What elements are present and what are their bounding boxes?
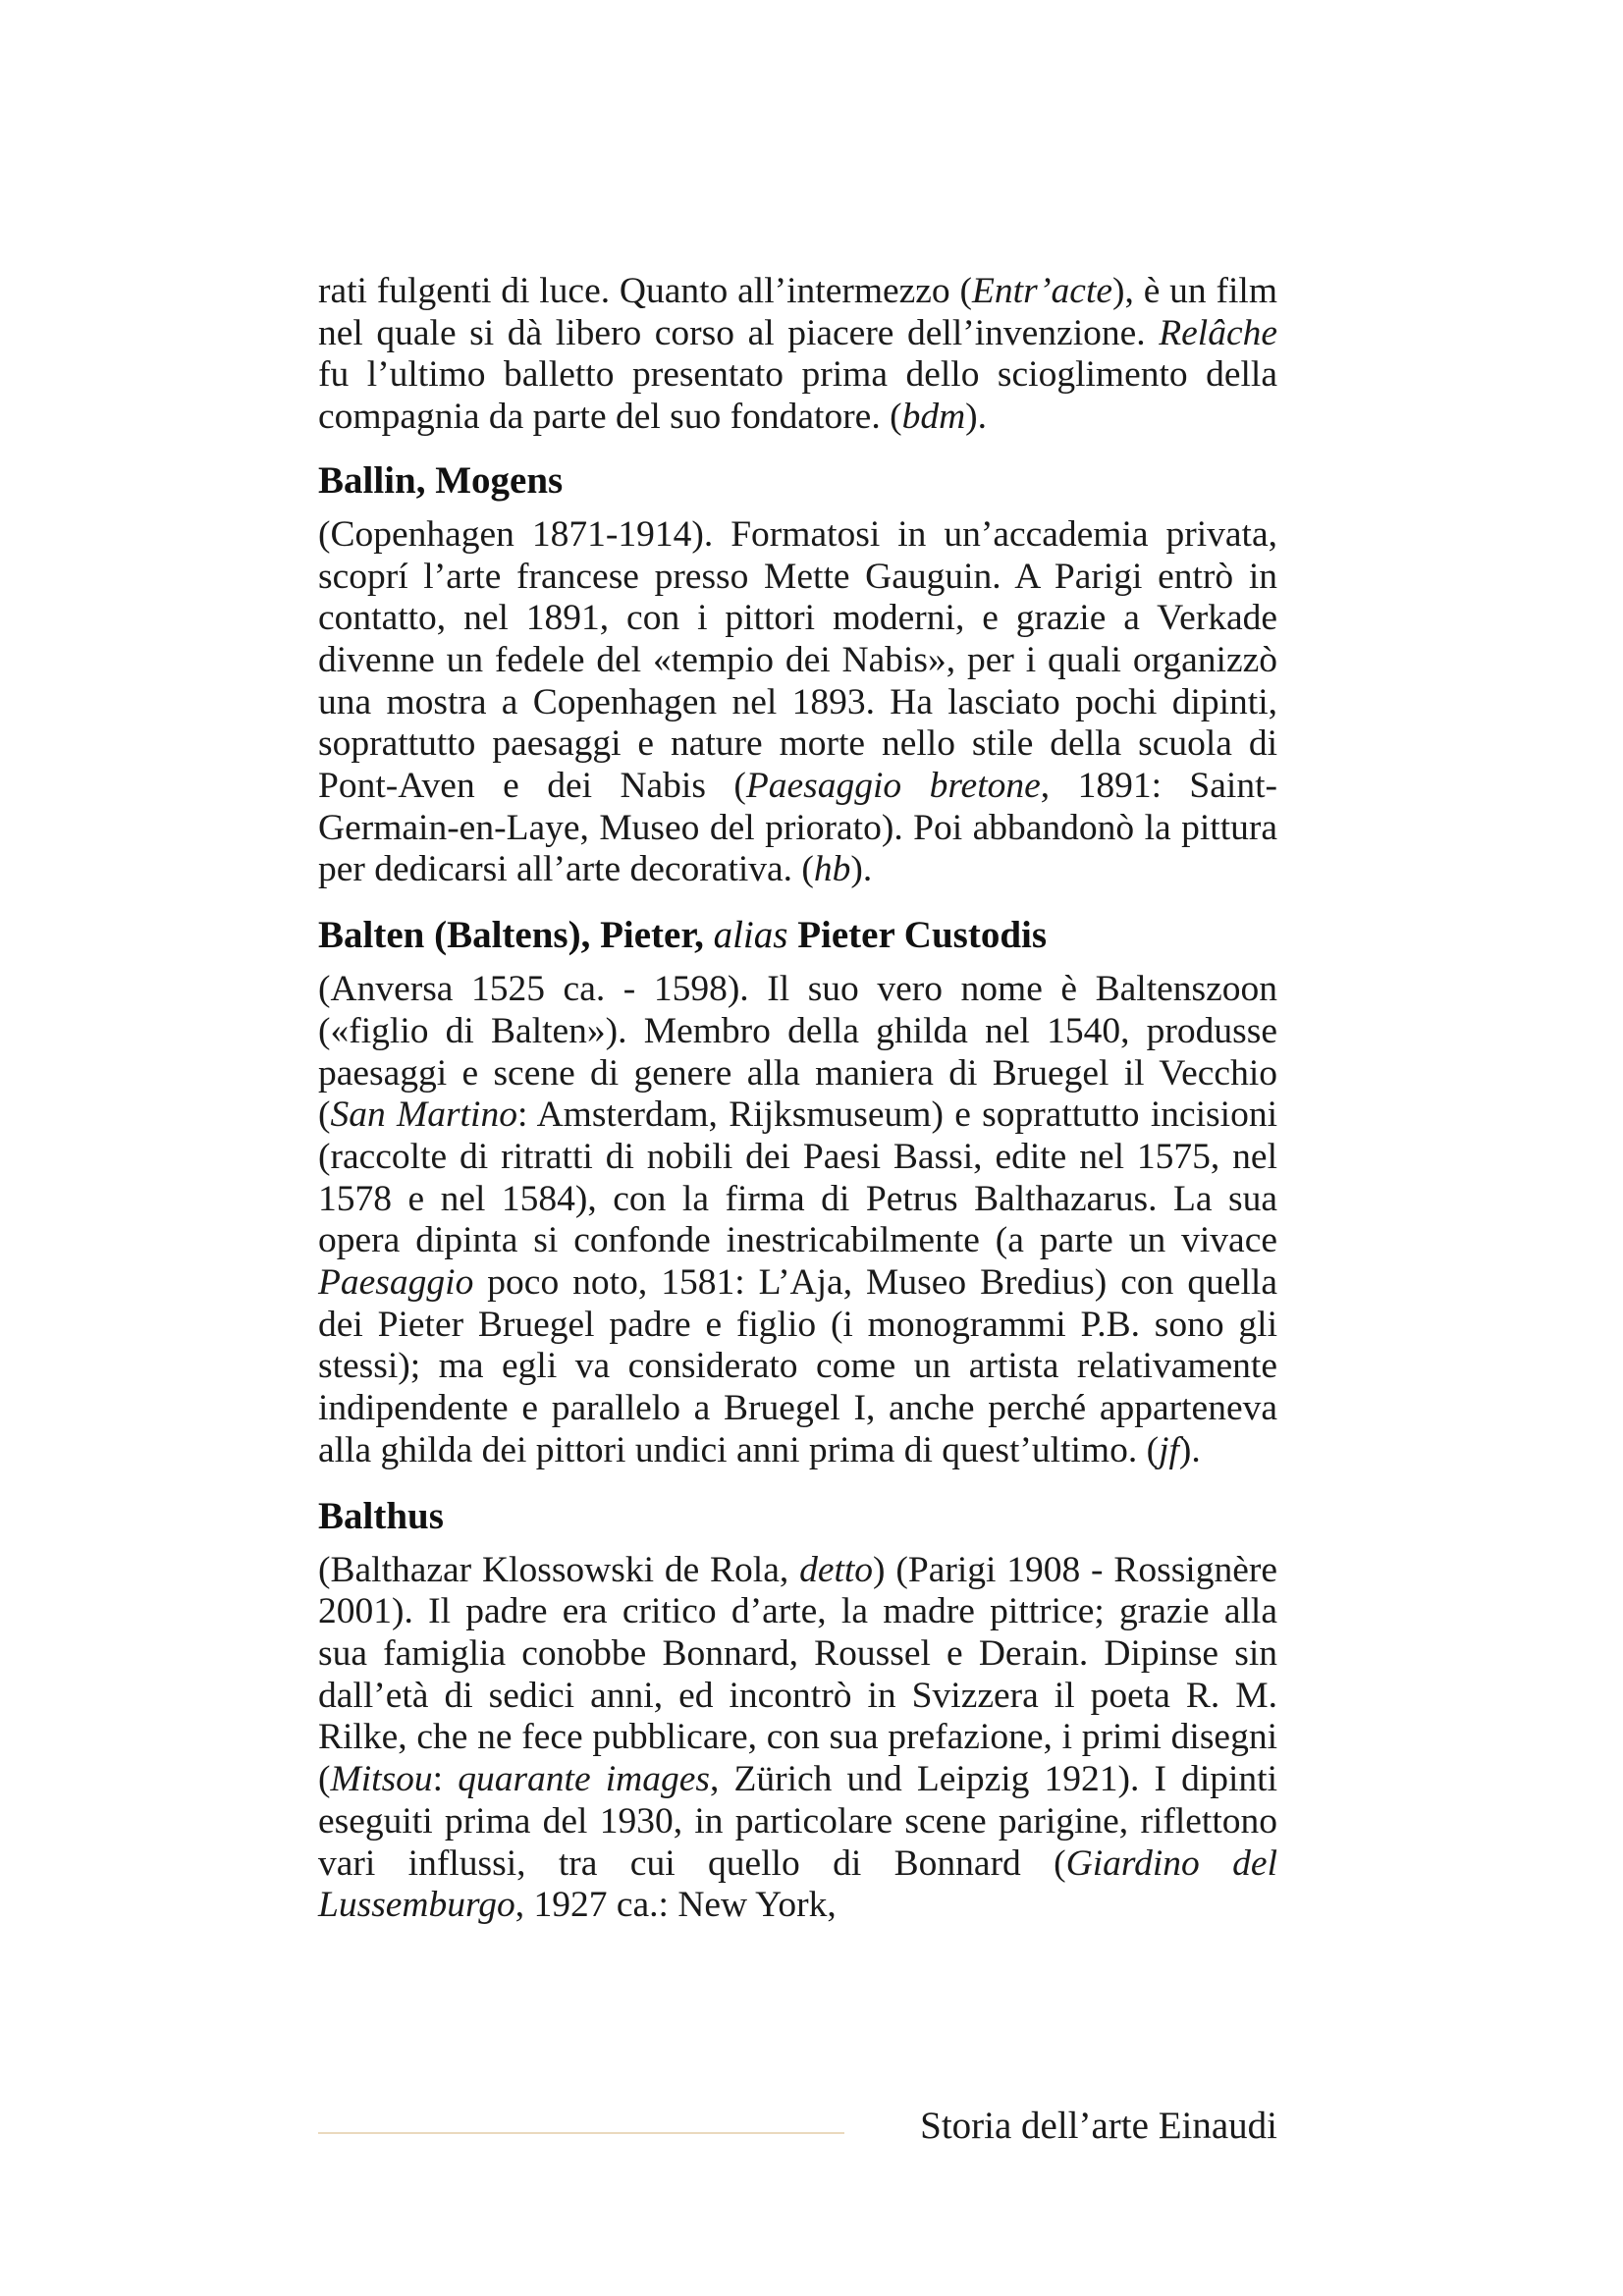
alias-label: alias — [713, 914, 788, 957]
italic-run: Giardino del Lussemburgo — [318, 1842, 1277, 1926]
text-run: Pieter Custodis — [787, 914, 1048, 957]
italic-run: Relâche — [1159, 312, 1277, 353]
italic-run: Entr’acte — [972, 271, 1113, 311]
italic-run: hb — [813, 849, 851, 890]
entry-body-ballin — [318, 514, 1277, 891]
text-run: fu l’ultimo balletto presentato prima dello scioglimento della compagnia da parte del suo fondatore. ( — [318, 354, 1277, 438]
italic-run: Mitsou — [330, 1759, 433, 1800]
text-run: Balthus — [318, 1494, 444, 1537]
text-run: (Anversa 1525 ca. - 1598). Il suo vero nome è Baltenszoon («figlio di Balten»). Membro della ghilda nel 1540, produsse paesaggi e scene di genere alla maniera di Bruegel il Vecchio ( — [318, 969, 1277, 1136]
text-run: ). — [1178, 1429, 1201, 1470]
entry-heading-balthus — [318, 1495, 1277, 1538]
italic-run: quarante images — [458, 1759, 710, 1800]
entry-body-balten — [318, 969, 1277, 1471]
text-run: ). — [850, 849, 873, 890]
italic-run: bdm — [901, 397, 966, 438]
text-run: poco noto, 1581: L’Aja, Museo Bredius) con quella dei Pieter Bruegel padre e figlio (i monogrammi P.B. sono gli stessi); ma egli va considerato come un artista relativamente indipendente e parallelo a Bruegel I, anche perché apparteneva alla ghilda dei pittori undici anni prima di quest’ultimo. ( — [318, 1262, 1277, 1470]
italic-run: jf — [1159, 1429, 1179, 1470]
text-run: , 1927 ca.: New York, — [514, 1885, 837, 1926]
entry-body-balthus — [318, 1550, 1277, 1927]
italic-run: detto — [799, 1549, 874, 1590]
text-run: (Copenhagen 1871-1914). Formatosi in un’accademia privata, scoprí l’arte francese presso Mette Gauguin. A Parigi entrò in contatto, nel 1891, con i pittori moderni, e grazie a Verkade divenne un fedele del «tempio dei Nabis», per i quali organizzò una mostra a Copenhagen nel 1893. Ha lasciato pochi dipinti, soprattutto paesaggi e nature morte nello stile della scuola di Pont-Aven e dei Nabis ( — [318, 513, 1277, 807]
text-run: (Balthazar Klossowski de Rola, — [318, 1549, 800, 1590]
text-run: ) (Parigi 1908 - Rossignère 2001). Il padre era critico d’arte, la madre pittrice; grazie alla sua famiglia conobbe Bonnard, Roussel e Derain. Dipinse sin dall’età di sedici anni, ed incontrò in Svizzera il poeta R. M. Rilke, che ne fece pubblicare, con sua prefazione, i primi disegni ( — [318, 1549, 1278, 1800]
text-run: : Amsterdam, Rijksmuseum) e soprattutto incisioni (raccolte di ritratti di nobili dei Paesi Bassi, edite nel 1575, nel 1578 e nel 1584), con la firma di Petrus Balthazarus. La sua opera dipinta si confonde inestricabilmente (a parte un vivace — [318, 1095, 1277, 1261]
entry-heading-ballin — [318, 459, 1277, 503]
text-run: , 1891: Saint-Germain-en-Laye, Museo del priorato). Poi abbandonò la pittura per dedicarsi all’arte decorativa. ( — [318, 766, 1277, 890]
footer-rule — [318, 2132, 844, 2134]
text-run: Balten (Baltens), Pieter, — [318, 914, 714, 957]
text-column — [318, 271, 1277, 1927]
continuation-paragraph — [318, 271, 1277, 439]
text-run: Ballin, Mogens — [318, 458, 564, 502]
footer-title: Storia dell’arte Einaudi — [920, 2105, 1277, 2147]
text-run: ), è un film nel quale si dà libero corso al piacere dell’invenzione. — [318, 271, 1277, 353]
italic-run: San Martino — [330, 1095, 517, 1136]
italic-run: Paesaggio — [318, 1262, 474, 1304]
text-run: ). — [965, 397, 988, 438]
entry-heading-balten — [318, 914, 1277, 957]
text-run: , Zürich und Leipzig 1921). I dipinti eseguiti prima del 1930, in particolare scene parigine, riflettono vari influssi, tra cui quello di Bonnard ( — [318, 1759, 1278, 1884]
text-run: rati fulgenti di luce. Quanto all’intermezzo ( — [318, 271, 972, 311]
text-run: : — [432, 1759, 459, 1800]
italic-run: Paesaggio bretone — [745, 766, 1041, 807]
